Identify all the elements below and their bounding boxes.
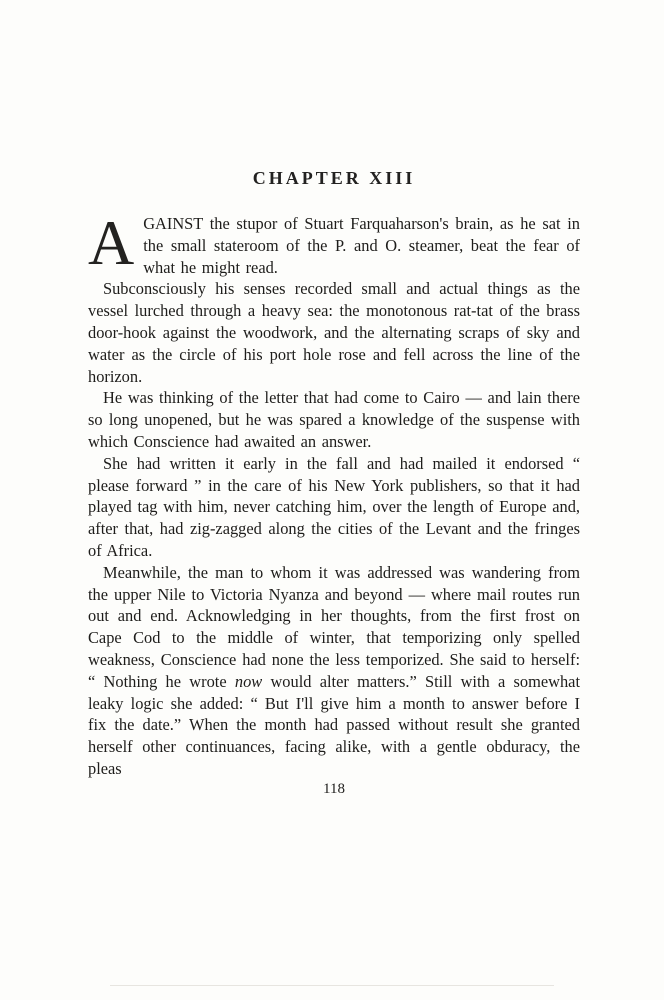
text-run: Subconsciously his senses recorded small and actual things as the vessel lurched through a heavy sea: the monotonous rat-tat of the brass door-hook against the woodwork, and the alternating scraps of sky and water as the circle of his port hole rose and fell across the line of the horizon. [88, 279, 580, 386]
text-run: would alter matters.” Still with a somewhat leaky logic she added: “ But I'll give him a month to answer before I fix the date.” When the month had passed without result she granted herself other continuances, facing alike, with a gentle obduracy, the pleas [88, 671, 580, 778]
chapter-heading: CHAPTER XIII [252, 168, 416, 188]
body-text [88, 207, 580, 780]
paragraph [88, 278, 580, 387]
paragraph [88, 453, 580, 562]
italic-run: now [234, 671, 263, 691]
page-number: 118 [323, 780, 345, 797]
text-run: She had written it early in the fall and had mailed it endorsed “ please forward ” in the care of his New York publishers, so that it had played tag with him, never catching him, over the length of Europe and, after that, had zig-zagged along the cities of the Levant and the fringes of Africa. [88, 453, 580, 560]
text-run: He was thinking of the letter that had come to Cairo — and lain there so long unopened, but he was spared a knowledge of the suspense with which Conscience had awaited an answer. [88, 388, 580, 451]
text-run: GAINST the stupor of Stuart Farquaharson's brain, as he sat in the small stateroom of the P. and O. steamer, beat the fear of what he might read. [143, 214, 580, 277]
drop-cap: A [88, 207, 135, 278]
paragraph [88, 562, 580, 780]
text-run: Meanwhile, the man to whom it was addressed was wandering from the upper Nile to Victoria Nyanza and beyond — where mail routes run out and end. Acknowledging in her thoughts, from the first frost on Cape Cod to the middle of winter, that temporizing only spelled weakness, Conscience had none the less temporized. She said to herself: “ Nothing he wrote [88, 562, 580, 691]
paragraph [88, 207, 580, 278]
scan-artifact-line [110, 985, 554, 986]
paragraph [88, 387, 580, 452]
